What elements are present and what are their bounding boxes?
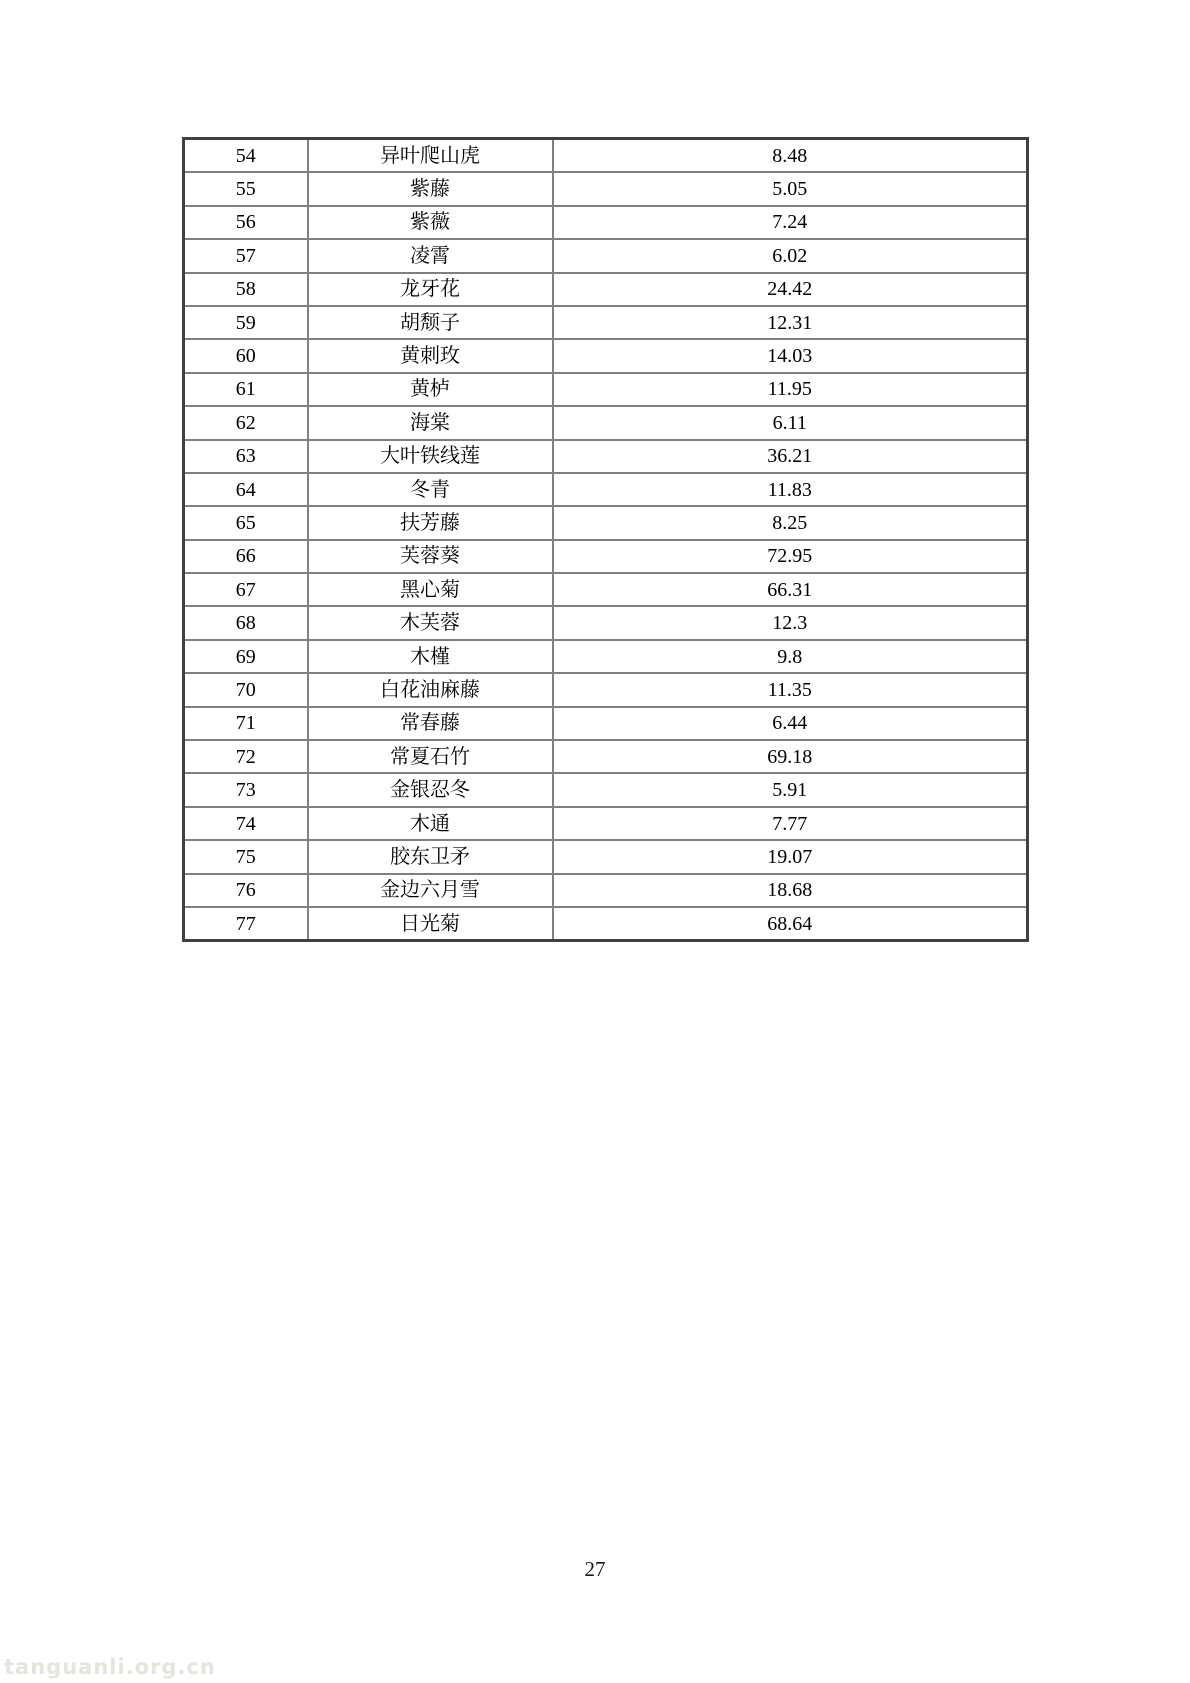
row-index-cell: 61 [184,373,308,406]
row-index-cell: 65 [184,506,308,539]
plant-name-cell: 金边六月雪 [308,874,553,907]
plant-name-cell: 紫藤 [308,172,553,205]
value-cell: 66.31 [553,573,1028,606]
plant-name-cell: 胶东卫矛 [308,840,553,873]
table-row [184,606,1028,639]
table-row [184,773,1028,806]
plant-name-cell: 黑心菊 [308,573,553,606]
plant-name-cell: 凌霄 [308,239,553,272]
value-cell: 11.35 [553,673,1028,706]
watermark-text: tanguanli.org.cn [4,1655,216,1679]
plant-name-cell: 冬青 [308,473,553,506]
row-index-cell: 60 [184,339,308,372]
plant-name-cell: 海棠 [308,406,553,439]
plant-name-cell: 木槿 [308,640,553,673]
row-index-cell: 67 [184,573,308,606]
value-cell: 5.91 [553,773,1028,806]
plant-name-cell: 扶芳藤 [308,506,553,539]
table-row [184,239,1028,272]
row-index-cell: 58 [184,273,308,306]
value-cell: 36.21 [553,440,1028,473]
row-index-cell: 54 [184,139,308,173]
table-row [184,540,1028,573]
value-cell: 11.83 [553,473,1028,506]
table-row [184,440,1028,473]
plant-name-cell: 金银忍冬 [308,773,553,806]
row-index-cell: 66 [184,540,308,573]
value-cell: 24.42 [553,273,1028,306]
plant-table-body [184,139,1028,941]
table-row [184,573,1028,606]
row-index-cell: 74 [184,807,308,840]
row-index-cell: 62 [184,406,308,439]
value-cell: 69.18 [553,740,1028,773]
plant-name-cell: 异叶爬山虎 [308,139,553,173]
row-index-cell: 68 [184,606,308,639]
table-row [184,840,1028,873]
table-row [184,273,1028,306]
row-index-cell: 75 [184,840,308,873]
plant-name-cell: 常夏石竹 [308,740,553,773]
plant-name-cell: 黄刺玫 [308,339,553,372]
value-cell: 8.48 [553,139,1028,173]
table-row [184,172,1028,205]
plant-name-cell: 紫薇 [308,206,553,239]
value-cell: 6.02 [553,239,1028,272]
row-index-cell: 73 [184,773,308,806]
value-cell: 9.8 [553,640,1028,673]
table-row [184,707,1028,740]
value-cell: 12.31 [553,306,1028,339]
plant-data-table [182,137,1029,942]
row-index-cell: 55 [184,172,308,205]
plant-name-cell: 木芙蓉 [308,606,553,639]
row-index-cell: 70 [184,673,308,706]
value-cell: 7.24 [553,206,1028,239]
row-index-cell: 56 [184,206,308,239]
value-cell: 6.11 [553,406,1028,439]
value-cell: 7.77 [553,807,1028,840]
table-row [184,640,1028,673]
value-cell: 18.68 [553,874,1028,907]
value-cell: 19.07 [553,840,1028,873]
value-cell: 6.44 [553,707,1028,740]
plant-name-cell: 芙蓉葵 [308,540,553,573]
plant-name-cell: 胡颓子 [308,306,553,339]
table-row [184,506,1028,539]
table-row [184,339,1028,372]
table-row [184,139,1028,173]
table-row [184,473,1028,506]
value-cell: 8.25 [553,506,1028,539]
row-index-cell: 72 [184,740,308,773]
table-row [184,740,1028,773]
value-cell: 11.95 [553,373,1028,406]
page-number: 27 [584,1557,606,1581]
row-index-cell: 59 [184,306,308,339]
row-index-cell: 63 [184,440,308,473]
row-index-cell: 77 [184,907,308,941]
value-cell: 68.64 [553,907,1028,941]
plant-name-cell: 常春藤 [308,707,553,740]
row-index-cell: 76 [184,874,308,907]
table-row [184,673,1028,706]
row-index-cell: 64 [184,473,308,506]
plant-name-cell: 龙牙花 [308,273,553,306]
plant-name-cell: 白花油麻藤 [308,673,553,706]
row-index-cell: 69 [184,640,308,673]
plant-name-cell: 木通 [308,807,553,840]
table-row [184,907,1028,941]
table-row [184,807,1028,840]
value-cell: 5.05 [553,172,1028,205]
value-cell: 14.03 [553,339,1028,372]
table-row [184,206,1028,239]
plant-name-cell: 日光菊 [308,907,553,941]
table-row [184,874,1028,907]
table-row [184,406,1028,439]
table-row [184,306,1028,339]
plant-name-cell: 大叶铁线莲 [308,440,553,473]
value-cell: 12.3 [553,606,1028,639]
plant-name-cell: 黄栌 [308,373,553,406]
table-row [184,373,1028,406]
row-index-cell: 71 [184,707,308,740]
row-index-cell: 57 [184,239,308,272]
value-cell: 72.95 [553,540,1028,573]
